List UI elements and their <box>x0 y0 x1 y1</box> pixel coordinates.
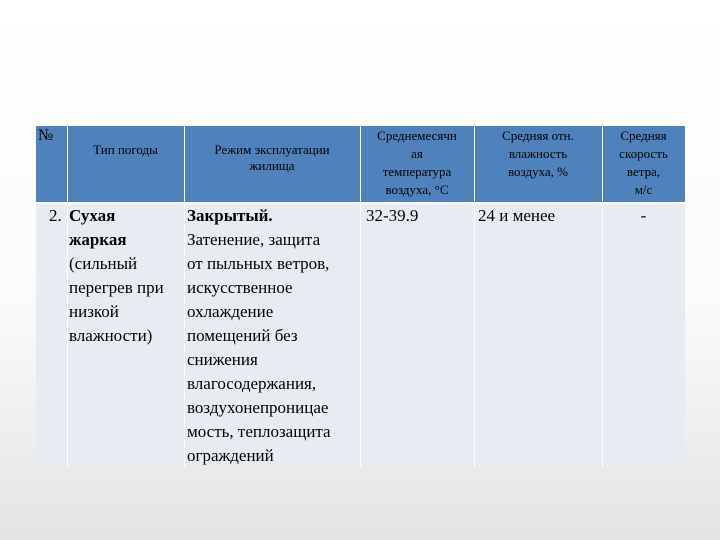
mode-line: влагосодержания, <box>187 374 317 393</box>
header-wind-line: ветра, <box>626 164 661 179</box>
header-weather-type: Тип погоды <box>93 142 158 157</box>
weather-type-line: (сильный <box>69 254 138 273</box>
mode-line: от пыльных ветров, <box>187 254 330 273</box>
header-mode <box>184 142 360 174</box>
mode-line: ограждений <box>187 446 274 465</box>
row-number: 2. <box>49 206 62 225</box>
mode-line: помещений без <box>187 326 298 345</box>
weather-type-line: низкой <box>69 302 119 321</box>
cell-humidity: 24 и менее <box>478 206 556 225</box>
header-temperature <box>360 127 474 199</box>
header-humidity-line: воздуха, % <box>508 164 568 179</box>
column-divider <box>184 126 185 467</box>
header-temp-line: воздуха, °С <box>385 182 449 197</box>
header-wind-line: скорость <box>619 146 668 161</box>
mode-line: искусственное <box>187 278 293 297</box>
header-humidity <box>474 127 602 181</box>
cell-wind: - <box>640 206 647 225</box>
header-temp-line: Среднемесячн <box>377 128 457 143</box>
cell-temperature: 32-39.9 <box>366 206 419 225</box>
header-num: № <box>38 127 54 144</box>
header-wind <box>602 127 685 199</box>
header-wind-line: Средняя <box>620 128 667 143</box>
weather-type-line: влажности) <box>69 326 153 345</box>
header-mode-line: Режим эксплуатации <box>214 142 330 157</box>
mode-line: Закрытый. <box>187 206 273 225</box>
header-humidity-line: влажность <box>508 146 568 161</box>
mode-line: воздухонепроницае <box>187 398 329 417</box>
mode-line: мость, теплозащита <box>187 422 331 441</box>
header-mode-line: жилища <box>249 158 295 173</box>
weather-type-line: жаркая <box>69 230 127 249</box>
cell-mode <box>187 204 331 468</box>
weather-type-line: перегрев при <box>69 278 164 297</box>
mode-line: охлаждение <box>187 302 274 321</box>
weather-type-line: Сухая <box>69 206 116 225</box>
mode-line: снижения <box>187 350 258 369</box>
climate-table <box>36 126 685 467</box>
mode-line: Затенение, защита <box>187 230 321 249</box>
header-wind-line: м/с <box>634 182 653 197</box>
header-temp-line: ая <box>411 146 423 161</box>
header-humidity-line: Средняя отн. <box>502 128 574 143</box>
header-temp-line: температура <box>382 164 452 179</box>
cell-weather-type <box>69 204 164 348</box>
column-divider <box>67 126 68 467</box>
